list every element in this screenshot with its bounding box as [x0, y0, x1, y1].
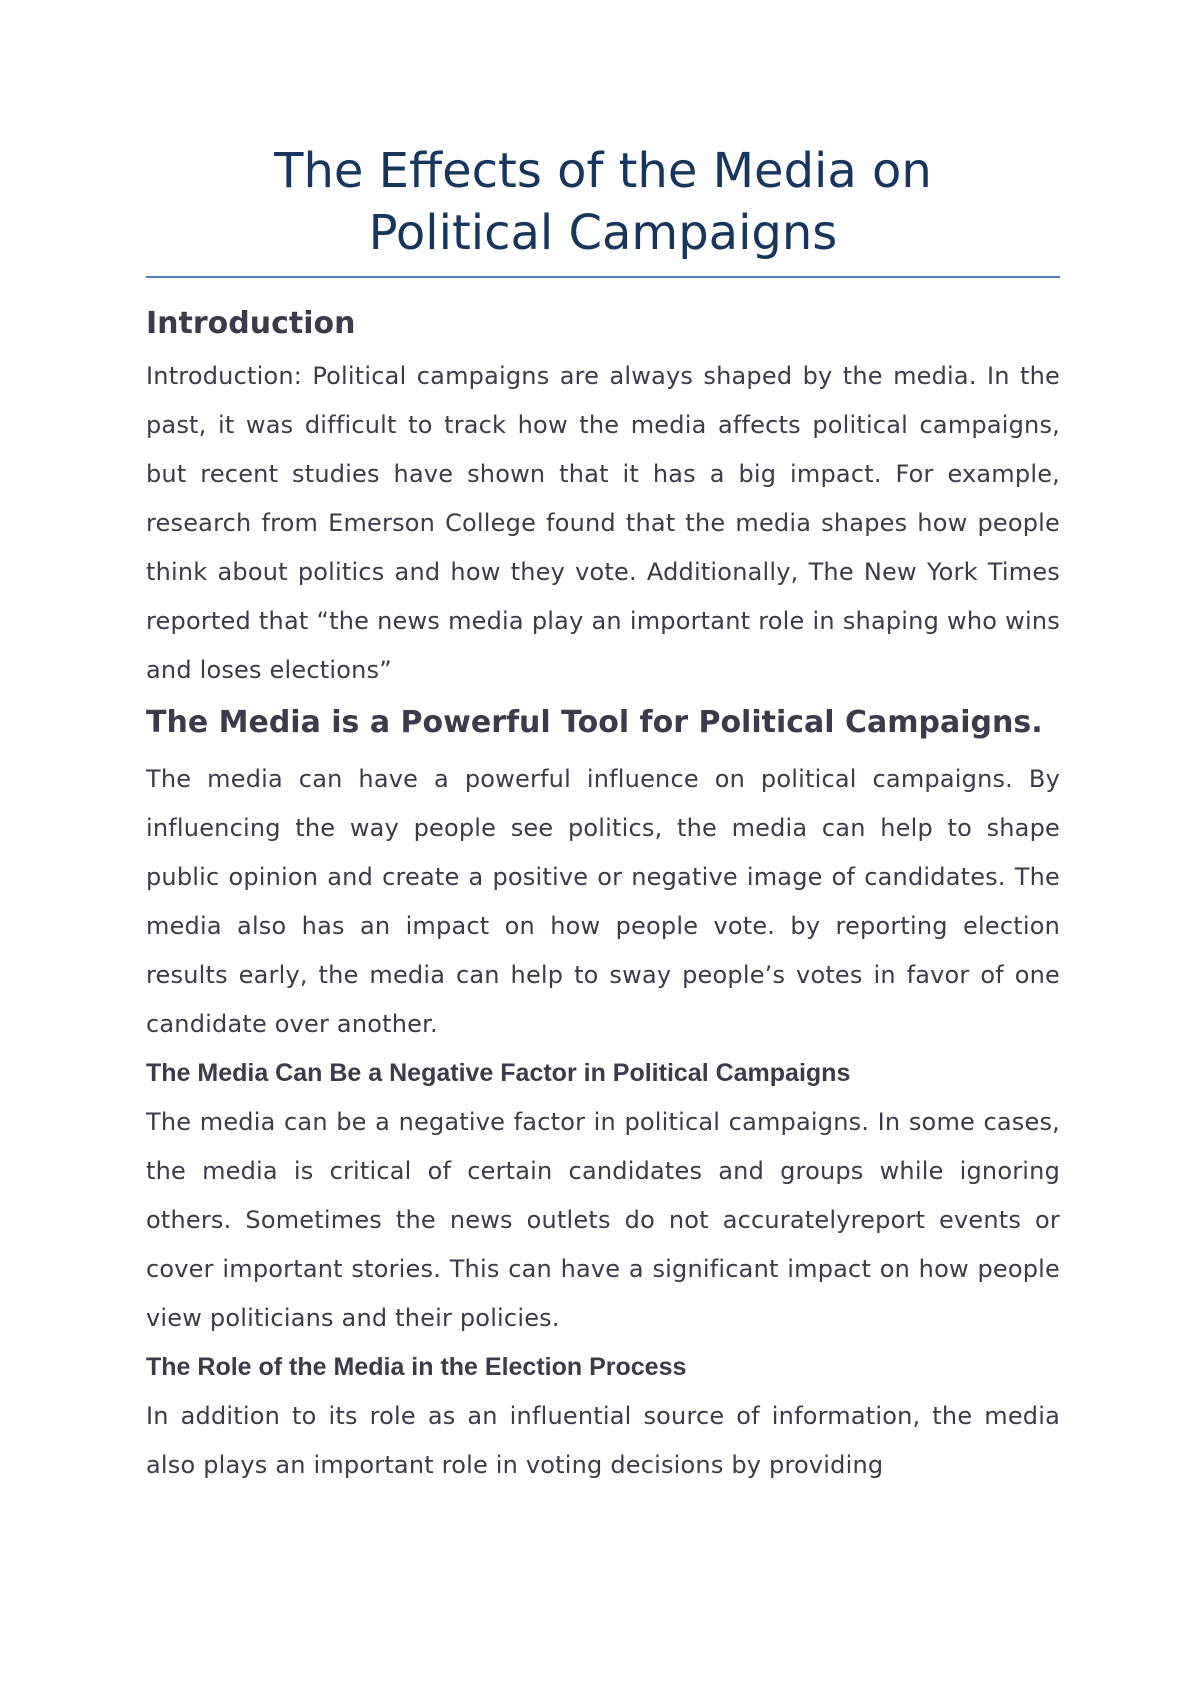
title-line-1: The Effects of the Media on: [274, 143, 932, 199]
section-body-election-process: In addition to its role as an influential source of information, the media also plays an important role in voting decisions by providing: [146, 1402, 1060, 1479]
section-heading-introduction: Introduction: [146, 306, 356, 341]
section-body-powerful-tool: The media can have a powerful influence on political campaigns. By influencing the way people see politics, the media can help to shape public opinion and create a positive or negative image of candidates. The media also has an impact on how people vote. by reporting election results early, the media can help to sway people’s votes in favor of one candidate over another.: [146, 765, 1060, 1038]
section-body-negative-factor: The media can be a negative factor in political campaigns. In some cases, the media is critical of certain candidates and groups while ignoring others. Sometimes the news outlets do not accuratelyreport events or cover important stories. This can have a significant impact on how people view politicians and their policies.: [146, 1108, 1060, 1332]
section-heading-powerful-tool: The Media is a Powerful Tool for Political Campaigns.: [146, 705, 1043, 740]
section-heading-negative-factor: The Media Can Be a Negative Factor in Political Campaigns: [146, 1059, 851, 1087]
title-divider: [146, 276, 1060, 278]
title-line-2: Political Campaigns: [368, 205, 838, 261]
section-heading-election-process: The Role of the Media in the Election Process: [146, 1353, 687, 1381]
document-title: [146, 140, 1060, 264]
section-body-introduction: Introduction: Political campaigns are always shaped by the media. In the past, it was difficult to track how the media affects political campaigns, but recent studies have shown that it has a big impact. For example, research from Emerson College found that the media shapes how people think about politics and how they vote. Additionally, The New York Times reported that “the news media play an important role in shaping who wins and loses elections”: [146, 362, 1060, 684]
document-page: [146, 140, 1060, 1490]
